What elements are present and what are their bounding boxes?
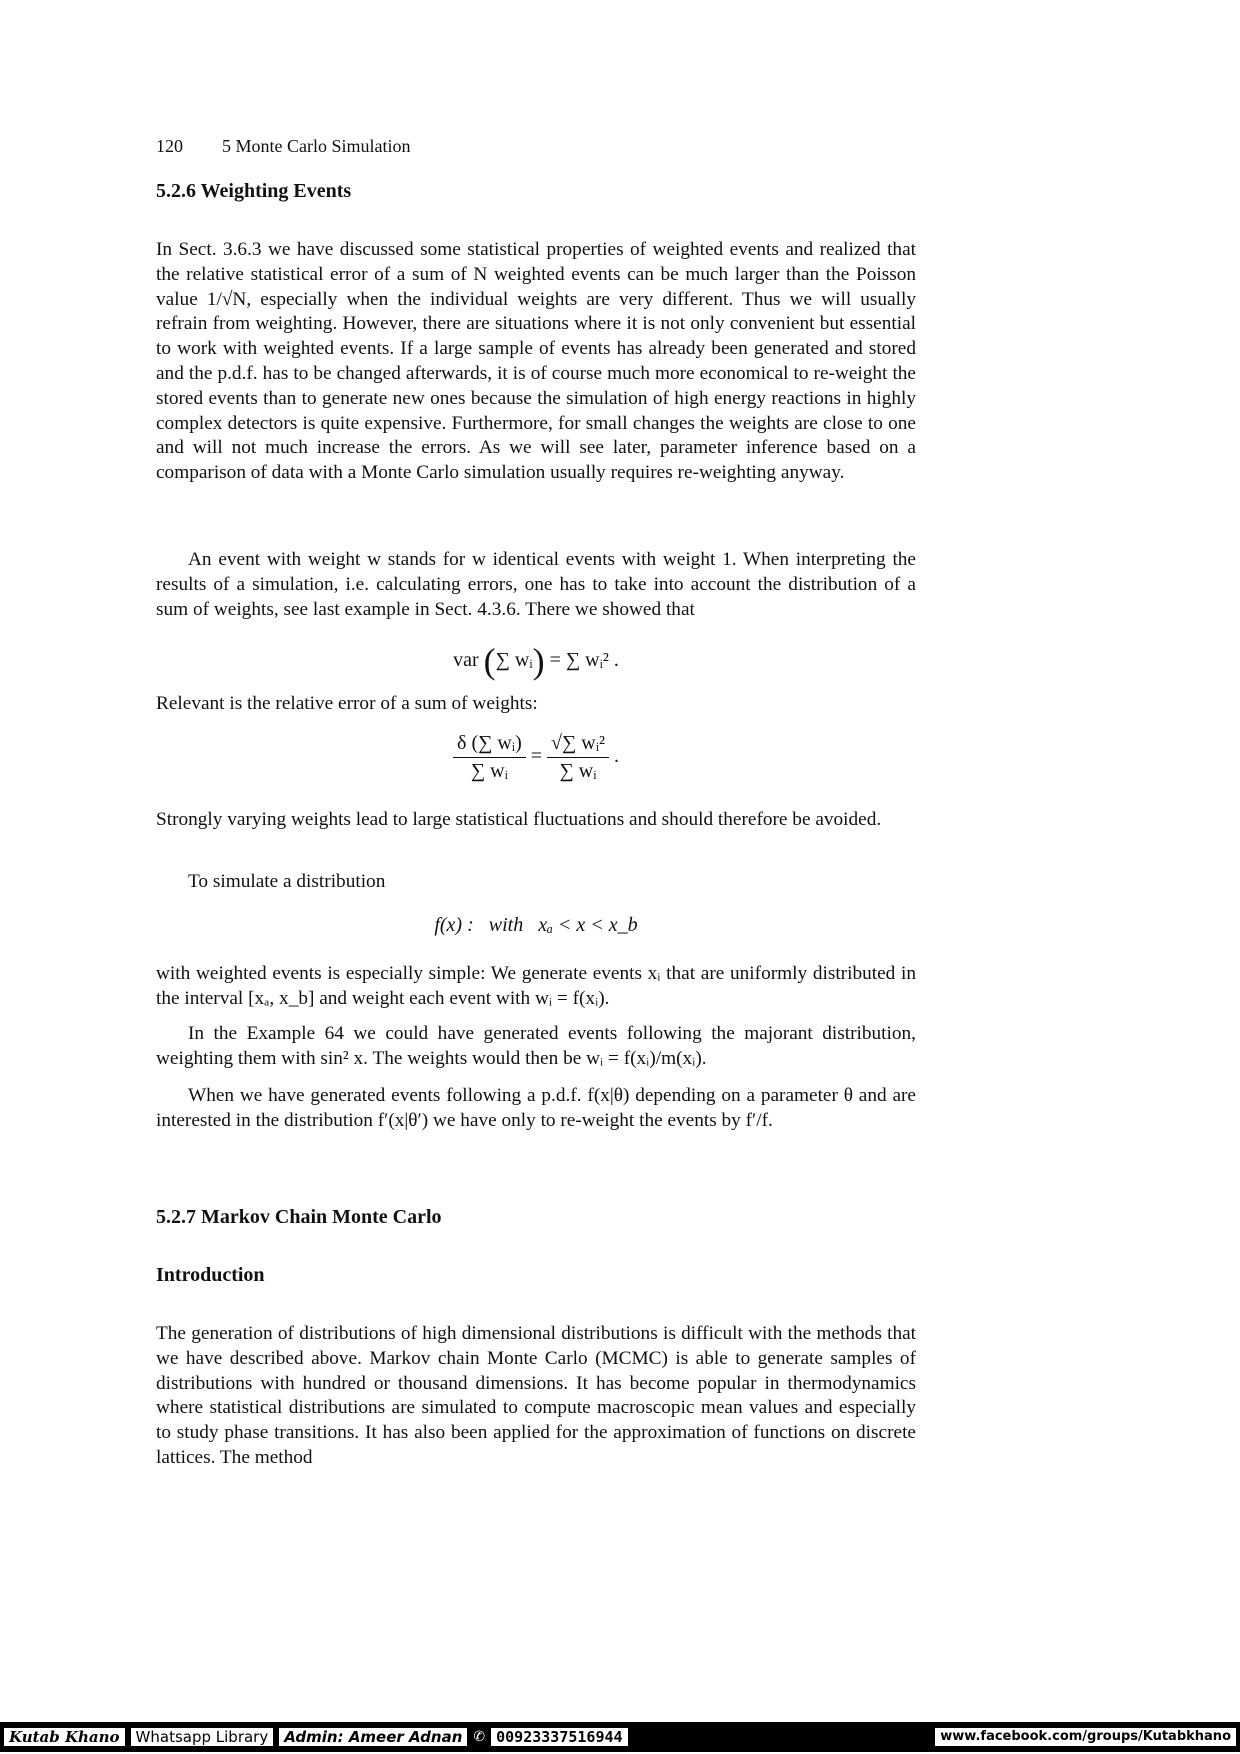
fraction-left xyxy=(453,732,526,783)
paragraph-text: In Sect. 3.6.3 we have discussed some statistical properties of weighted events and realized that the relative statistical error of a sum of N weighted events can be much larger than the Poisson value 1/√N, especially when the individual weights are very different. Thus we will usually refrain from weighting. However, there are situations where it is not only convenient but essential to work with weighted events. If a large sample of events has already been generated and stored and the p.d.f. has to be changed afterwards, it is of course much more economical to re-weight the stored events than to generate new ones because the simulation of high energy reactions in highly complex detectors is quite expensive. Furthermore, for small changes the weights are close to one and will not much increase the errors. As we will see later, parameter inference based on a comparison of data with a Monte Carlo simulation usually requires re-weighting anyway. xyxy=(156,239,916,484)
watermark-footer-bar xyxy=(0,1722,1240,1752)
paragraph-reweight xyxy=(156,1084,916,1134)
paragraph-event-weight xyxy=(156,548,916,622)
paragraph-weighting-intro xyxy=(156,238,916,486)
equation-inner: ∑ wᵢ xyxy=(495,649,533,671)
paragraph-text: An event with weight w stands for w identical events with weight 1. When interpreting the results of a simulation, i.e. calculating errors, one has to take into account the distribution of a sum of weights, see last example in Sect. 4.3.6. There we showed that xyxy=(156,549,916,620)
chapter-title: 5 Monte Carlo Simulation xyxy=(222,136,411,156)
paragraph-text: When we have generated events following a p.d.f. f(x|θ) depending on a parameter θ and are interested in the distribution f′(x|θ′) we have only to re-weight the events by f′/f. xyxy=(156,1085,916,1131)
paragraph-text: Strongly varying weights lead to large statistical fluctuations and should therefore be avoided. xyxy=(156,809,882,830)
footer-url: www.facebook.com/groups/Kutabkhano xyxy=(935,1728,1236,1746)
paren-close: ) xyxy=(532,641,545,681)
paragraph-majorant xyxy=(156,1022,916,1072)
fraction-right xyxy=(547,732,609,783)
equation-variance-sum xyxy=(156,640,916,682)
whatsapp-icon: ✆ xyxy=(473,1729,486,1745)
footer-library: Whatsapp Library xyxy=(131,1728,274,1746)
page-number: 120 xyxy=(156,136,183,156)
running-header xyxy=(156,136,411,157)
section-title-weighting-events: 5.2.6 Weighting Events xyxy=(156,180,352,202)
equation-relative-error xyxy=(156,732,916,783)
paragraph-uniform xyxy=(156,962,916,1012)
footer-admin xyxy=(279,1728,467,1746)
equation-end: . xyxy=(613,745,619,768)
paragraph-relative-error xyxy=(156,692,916,717)
equation-distribution xyxy=(156,914,916,937)
fraction-denominator: ∑ wᵢ xyxy=(559,760,597,782)
equation-lhs: var xyxy=(453,649,479,671)
equation-rhs: = ∑ wᵢ² . xyxy=(549,649,619,671)
paragraph-text: To simulate a distribution xyxy=(188,871,386,892)
equals-sign: = xyxy=(530,745,543,768)
paragraph-text: In the Example 64 we could have generated events following the majorant distribution, weighting them with sin² x. The weights would then be wᵢ = f(xᵢ)/m(xᵢ). xyxy=(156,1023,916,1069)
paragraph-text: Relevant is the relative error of a sum of weights: xyxy=(156,693,538,714)
paragraph-mcmc-intro xyxy=(156,1322,916,1471)
footer-admin-label: Admin: xyxy=(284,1728,344,1746)
fraction-denominator: ∑ wᵢ xyxy=(470,760,508,782)
fraction-numerator: √∑ wᵢ² xyxy=(547,732,609,758)
paren-open: ( xyxy=(483,641,496,681)
footer-phone: 00923337516944 xyxy=(491,1728,627,1746)
paragraph-text: The generation of distributions of high dimensional distributions is difficult with the methods that we have described above. Markov chain Monte Carlo (MCMC) is able to generate samples of distributions with hundred or thousand dimensions. It has become popular in thermodynamics where statistical distributions are simulated to compute macroscopic mean values and especially to study phase transitions. It has also been applied for the approximation of functions on discrete lattices. The method xyxy=(156,1323,916,1468)
section-title-markov-chain: 5.2.7 Markov Chain Monte Carlo xyxy=(156,1206,442,1228)
paragraph-text: with weighted events is especially simple: We generate events xᵢ that are uniformly distributed in the interval [xₐ, x_b] and weight each event with wᵢ = f(xᵢ). xyxy=(156,963,916,1009)
paragraph-varying-weights xyxy=(156,808,916,833)
subsection-title-introduction: Introduction xyxy=(156,1264,265,1286)
fraction-numerator: δ (∑ wᵢ) xyxy=(453,732,526,758)
paragraph-simulate xyxy=(156,870,916,895)
equation-text: f(x) : with xₐ < x < x_b xyxy=(434,914,638,936)
footer-admin-name: Ameer Adnan xyxy=(348,1728,463,1746)
footer-brand: Kutab Khano xyxy=(4,1728,125,1746)
